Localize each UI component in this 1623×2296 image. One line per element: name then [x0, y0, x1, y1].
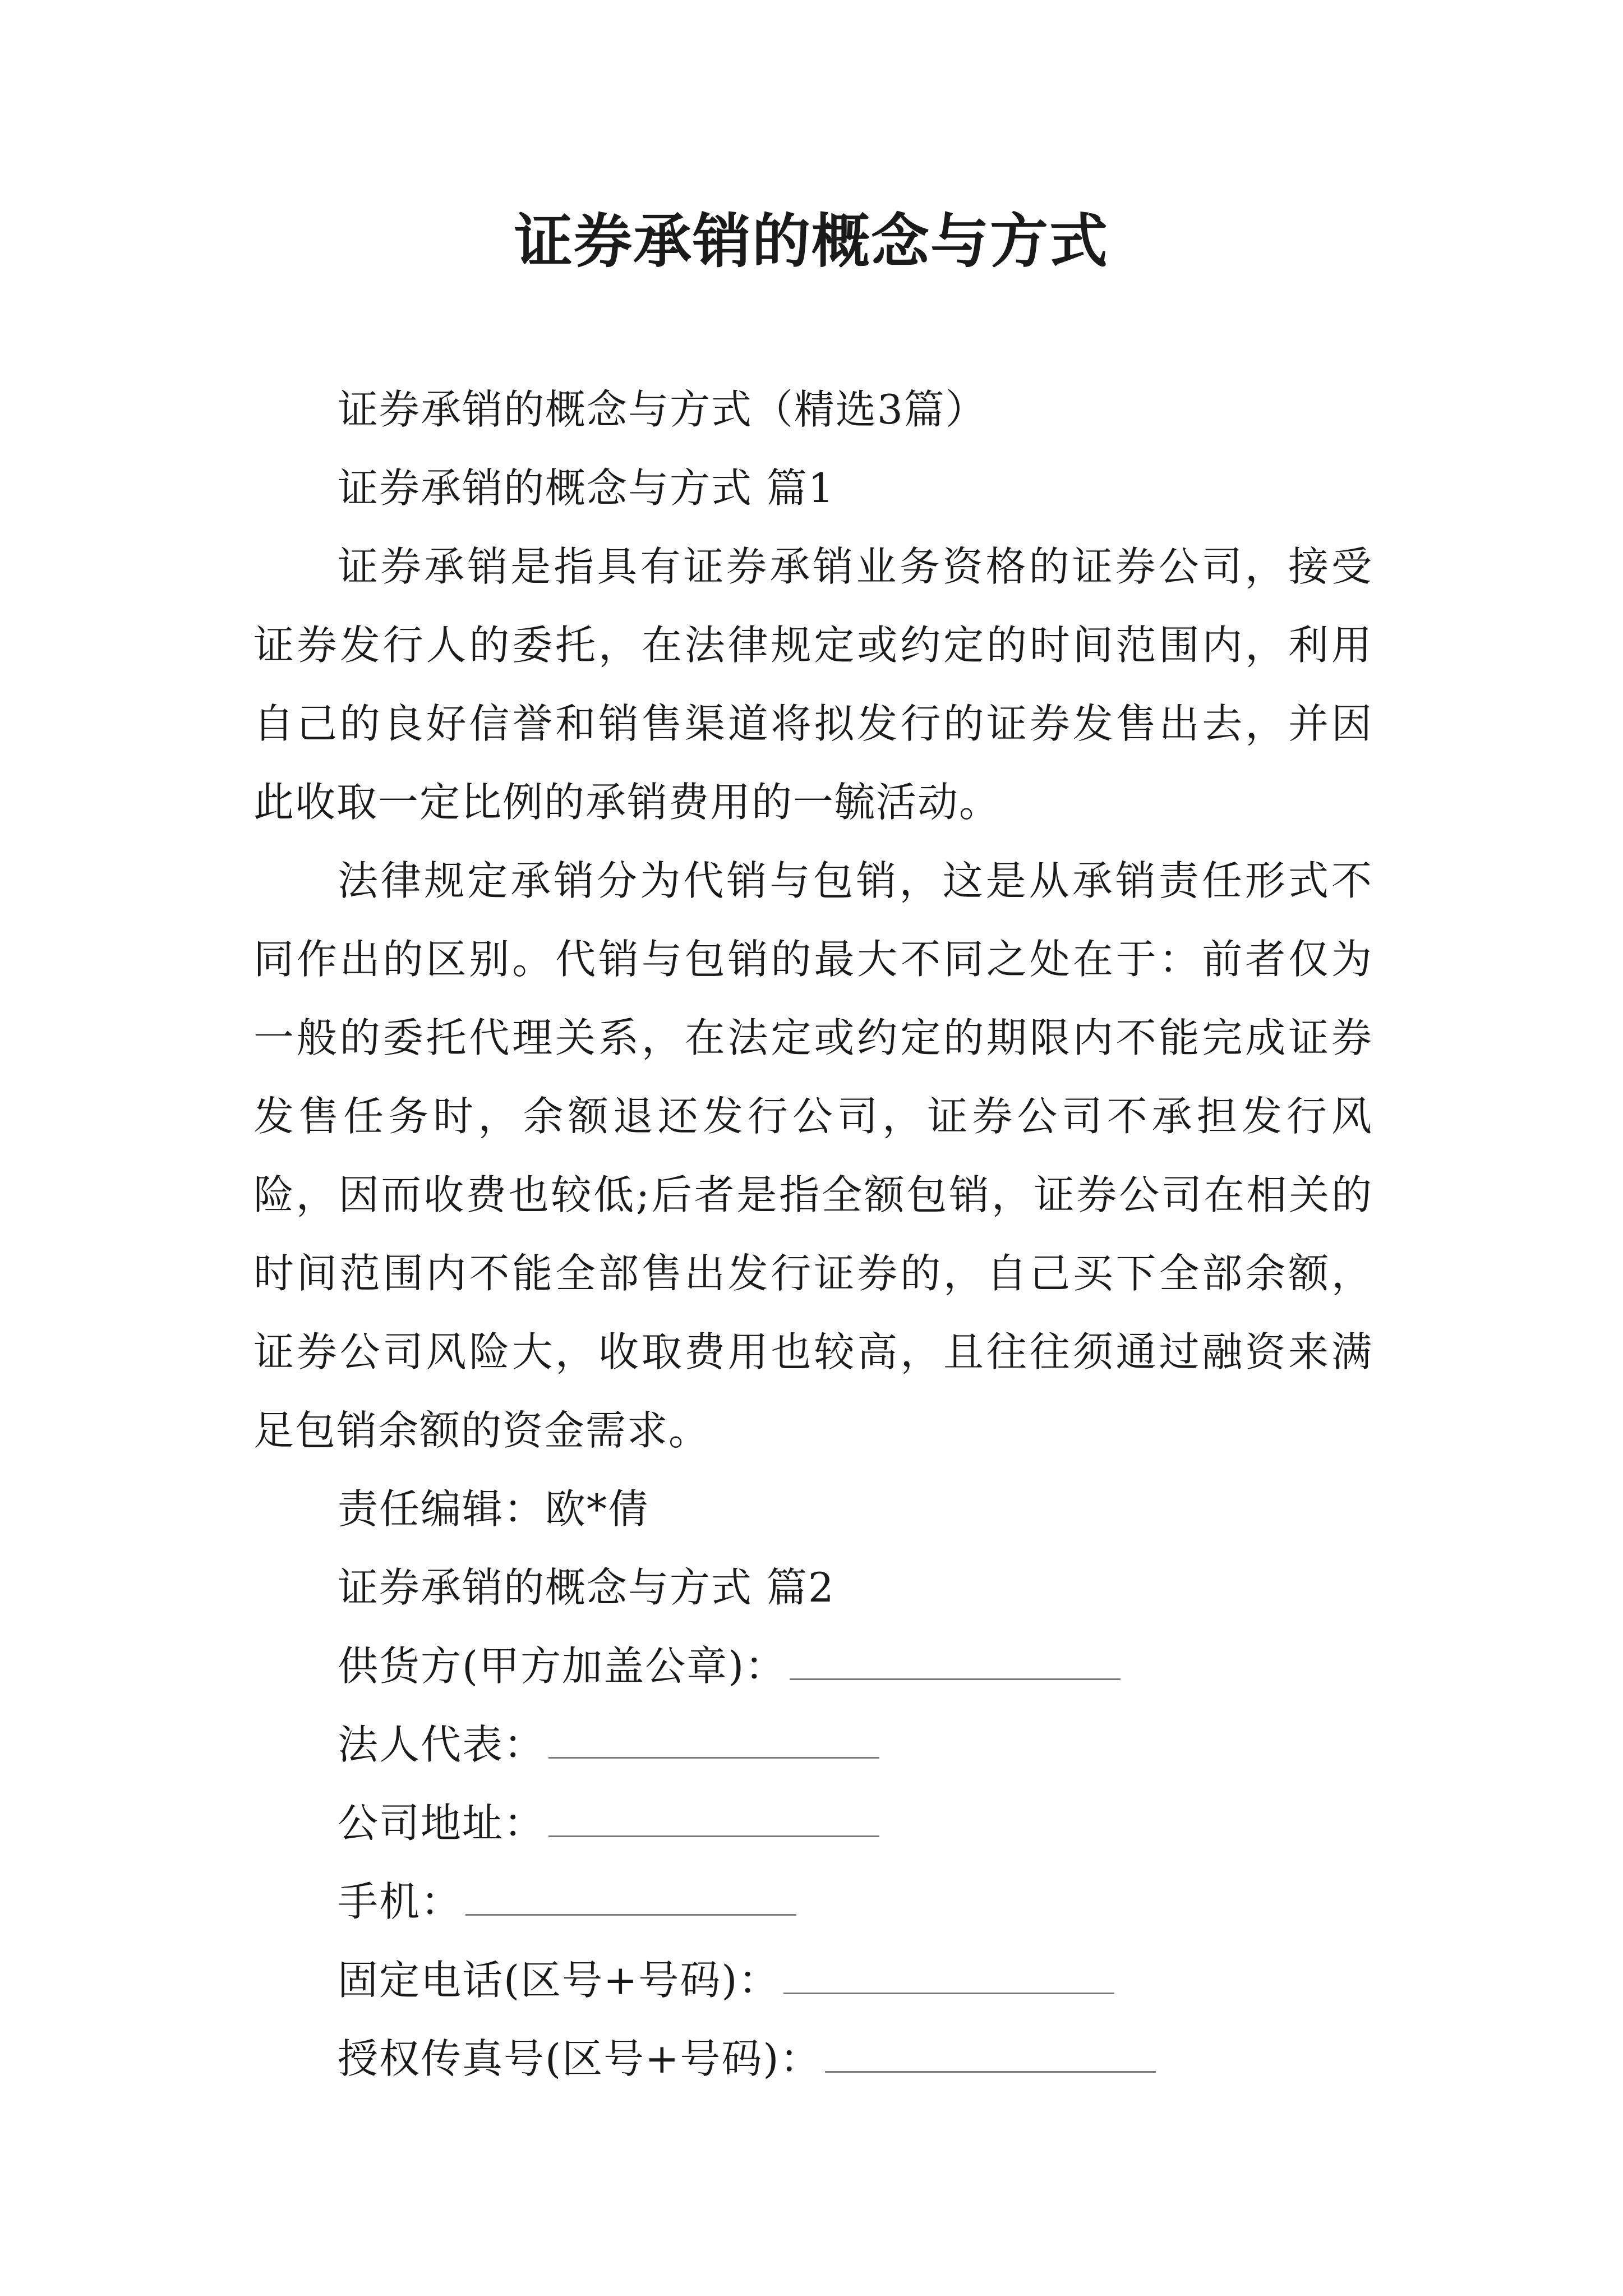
- form-field-label: 手机：: [338, 1878, 463, 1925]
- mobile-blank-line[interactable]: [465, 1871, 796, 1916]
- form-field-landline: [253, 1941, 1373, 2019]
- form-field-fax: [253, 2019, 1373, 2098]
- fax-blank-line[interactable]: [825, 2028, 1156, 2073]
- subtitle-selected-articles: 证券承销的概念与方式（精选3篇）: [338, 386, 987, 433]
- supplier-blank-line[interactable]: [790, 1636, 1121, 1680]
- form-field-label: 法人代表：: [338, 1721, 546, 1768]
- document-title: 证券承销的概念与方式: [514, 206, 1109, 275]
- section-heading-article-1: 证券承销的概念与方式 篇1: [338, 464, 835, 512]
- paragraph-underwriting-types: 法律规定承销分为代销与包销，这是从承销责任形式不同作出的区别。代销与包销的最大不同之处在于：前者仅为一般的委托代理关系，在法定或约定的期限内不能完成证券发售任务时，余额退还发行公司，证券公司不承担发行风险，因而收费也较低;后者是指全额包销，证券公司在相关的时间范围内不能全部售出发行证券的，自己买下全部余额，证券公司风险大，收取费用也较高，且往往须通过融资来满足包销余额的资金需求。: [253, 857, 1373, 1454]
- paragraph-definition: 证券承销是指具有证券承销业务资格的证券公司，接受证券发行人的委托，在法律规定或约定的时间范围内，利用自己的良好信誉和销售渠道将拟发行的证券发售出去，并因此收取一定比例的承销费用的一毓活动。: [253, 543, 1373, 826]
- form-field-mobile: [253, 1862, 1373, 1941]
- company-address-blank-line[interactable]: [548, 1793, 879, 1837]
- form-field-label: 公司地址：: [338, 1800, 546, 1847]
- landline-blank-line[interactable]: [783, 1950, 1114, 1994]
- legal-representative-blank-line[interactable]: [548, 1714, 879, 1759]
- form-field-label: 供货方(甲方加盖公章)：: [338, 1642, 787, 1690]
- form-field-label: 授权传真号(区号+号码)：: [338, 2035, 822, 2082]
- form-field-label: 固定电话(区号+号码)：: [338, 1957, 780, 2004]
- form-field-company-address: [253, 1784, 1373, 1862]
- form-field-supplier: [253, 1627, 1373, 1705]
- editor-credit: 责任编辑：欧*倩: [338, 1485, 650, 1533]
- document-body: [253, 370, 1373, 2098]
- section-heading-article-2: 证券承销的概念与方式 篇2: [338, 1564, 835, 1611]
- form-field-legal-representative: [253, 1705, 1373, 1784]
